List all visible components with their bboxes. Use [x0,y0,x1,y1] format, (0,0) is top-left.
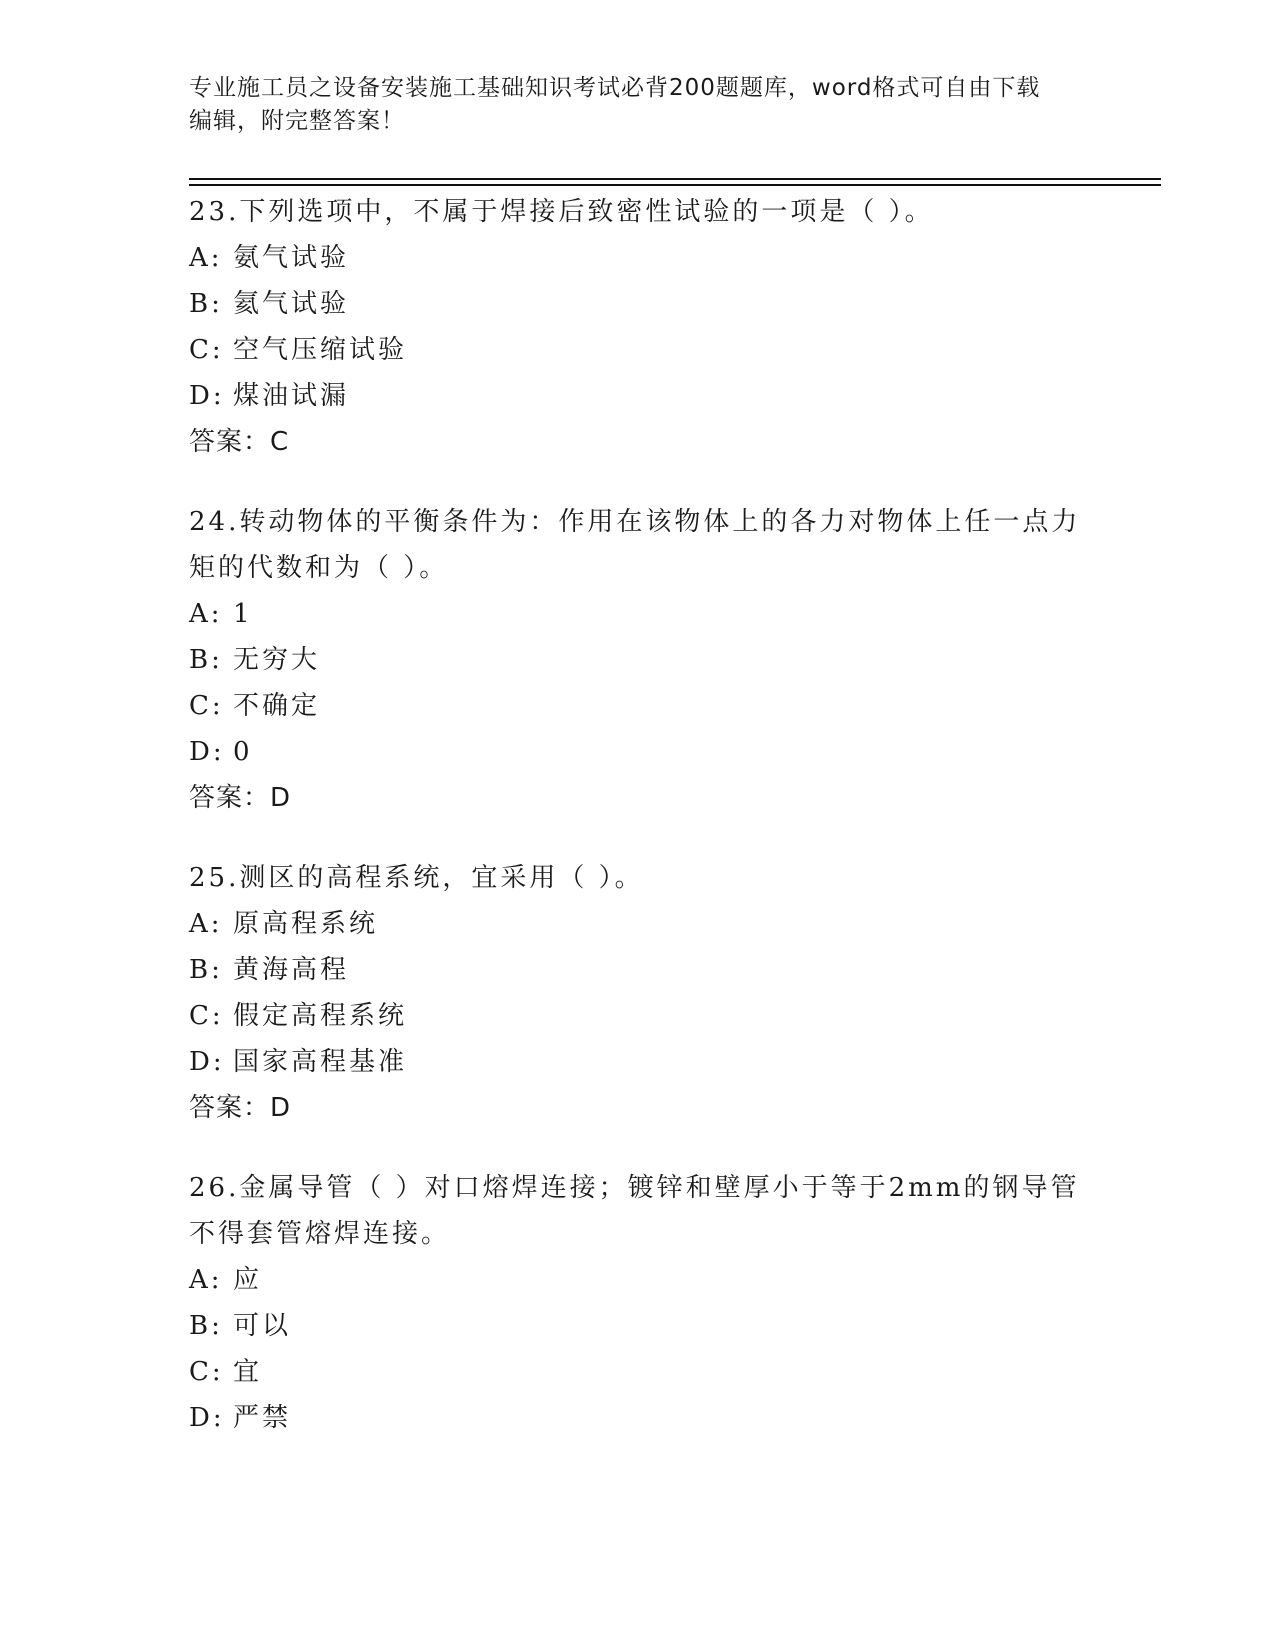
option-text: 无穷大 [233,645,321,675]
option-letter: D: [189,381,225,411]
option-a [189,901,1089,947]
option-letter: C: [189,1001,224,1031]
option-text: 国家高程基准 [233,1047,408,1077]
option-letter: B: [189,1311,223,1341]
question-stem: 24.转动物体的平衡条件为：作用在该物体上的各力对物体上任一点力矩的代数和为（ ）。 [189,507,1081,583]
option-c [189,683,1089,729]
answer-line: 答案：C [189,427,290,457]
option-text: 严禁 [233,1403,292,1433]
option-text: 1 [233,599,253,629]
option-letter: C: [189,691,224,721]
option-letter: A: [189,599,223,629]
question-24 [189,499,1089,821]
question-23 [189,189,1089,465]
header-divider-top [189,178,1161,180]
header-divider-bottom [189,184,1161,186]
option-letter: C: [189,335,224,365]
question-stem: 26.金属导管（ ）对口熔焊连接；镀锌和壁厚小于等于2mm的钢导管不得套管熔焊连接。 [189,1173,1080,1249]
option-letter: A: [189,1265,223,1295]
option-a [189,591,1089,637]
question-list [189,189,1089,1475]
option-letter: B: [189,645,223,675]
option-b [189,1303,1089,1349]
answer-line: 答案：D [189,783,292,813]
option-letter: B: [189,289,223,319]
option-text: 假定高程系统 [233,1001,408,1031]
question-25 [189,855,1089,1131]
option-text: 氨气试验 [233,243,350,273]
option-letter: A: [189,909,223,939]
document-header [189,72,1089,138]
option-text: 煤油试漏 [233,381,350,411]
option-d [189,373,1089,419]
option-text: 可以 [233,1311,292,1341]
option-d [189,1039,1089,1085]
option-b [189,637,1089,683]
option-text: 氦气试验 [233,289,350,319]
option-d [189,729,1089,775]
option-b [189,947,1089,993]
option-c [189,1349,1089,1395]
option-c [189,327,1089,373]
option-letter: C: [189,1357,224,1387]
option-letter: A: [189,243,223,273]
option-text: 0 [233,737,253,767]
question-stem: 25.测区的高程系统，宜采用（ ）。 [189,863,644,893]
answer-line: 答案：D [189,1093,292,1123]
option-letter: D: [189,1047,225,1077]
header-line-1: 专业施工员之设备安装施工基础知识考试必背200题题库，word格式可自由下载 [189,75,1041,101]
option-letter: D: [189,1403,225,1433]
option-a [189,1257,1089,1303]
option-a [189,235,1089,281]
option-text: 原高程系统 [233,909,379,939]
option-d [189,1395,1089,1441]
question-stem: 23.下列选项中，不属于焊接后致密性试验的一项是（ ）。 [189,197,934,227]
question-26 [189,1165,1089,1441]
option-b [189,281,1089,327]
option-c [189,993,1089,1039]
option-text: 应 [233,1265,263,1295]
option-letter: D: [189,737,225,767]
option-text: 不确定 [233,691,321,721]
option-text: 黄海高程 [233,955,350,985]
option-letter: B: [189,955,223,985]
option-text: 空气压缩试验 [233,335,408,365]
option-text: 宜 [233,1357,263,1387]
header-line-2: 编辑，附完整答案！ [189,108,405,134]
